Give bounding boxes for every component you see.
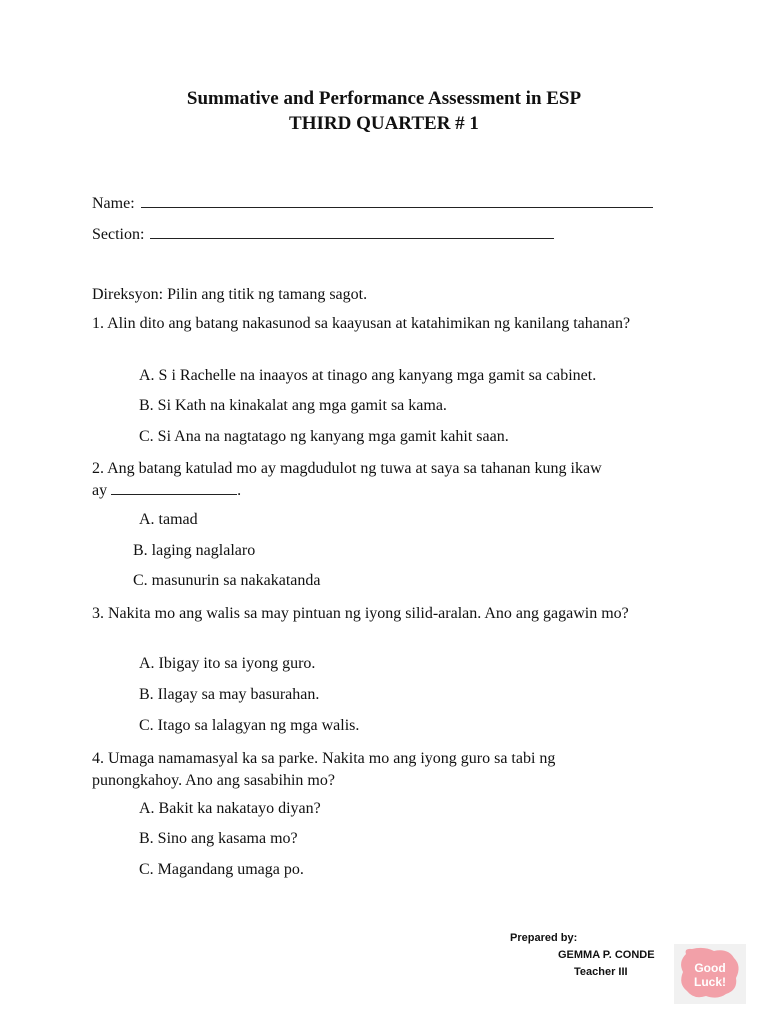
section-field[interactable] <box>92 222 554 244</box>
question-3: 3. Nakita mo ang walis sa may pintuan ng iyong silid-aralan. Ano ang gagawin mo? <box>92 605 629 622</box>
q2-option-a[interactable]: A. tamad <box>139 511 198 528</box>
q3-option-b[interactable]: B. Ilagay sa may basurahan. <box>139 686 320 703</box>
preparer-position: Teacher III <box>574 966 628 978</box>
section-line[interactable] <box>150 222 554 239</box>
name-field[interactable] <box>92 191 653 213</box>
question-1: 1. Alin dito ang batang nakasunod sa kaayusan at katahimikan ng kanilang tahanan? <box>92 315 631 332</box>
question-2-line1: 2. Ang batang katulad mo ay magdudulot ng tuwa at saya sa tahanan kung ikaw <box>92 460 602 477</box>
answer-blank[interactable] <box>111 480 237 495</box>
good-luck-icon <box>674 944 746 1004</box>
q4-option-a[interactable]: A. Bakit ka nakatayo diyan? <box>139 800 321 817</box>
q4-option-c[interactable]: C. Magandang umaga po. <box>139 861 304 878</box>
sticker-text-2: Luck! <box>693 975 727 989</box>
preparer-name: GEMMA P. CONDE <box>558 949 655 961</box>
question-2-prefix: ay <box>92 482 108 499</box>
name-line[interactable] <box>141 191 653 208</box>
good-luck-sticker <box>674 944 746 1004</box>
q2-option-b[interactable]: B. laging naglalaro <box>133 542 256 559</box>
q1-option-a[interactable]: A. S i Rachelle na inaayos at tinago ang kanyang mga gamit sa cabinet. <box>139 367 597 384</box>
prepared-by-label: Prepared by: <box>510 932 578 944</box>
q4-option-b[interactable]: B. Sino ang kasama mo? <box>139 830 298 847</box>
q1-option-c[interactable]: C. Si Ana na nagtatago ng kanyang mga gamit kahit saan. <box>139 428 509 445</box>
page-subtitle: THIRD QUARTER # 1 <box>289 113 479 134</box>
q2-option-c[interactable]: C. masunurin sa nakakatanda <box>133 572 321 589</box>
q3-option-a[interactable]: A. Ibigay ito sa iyong guro. <box>139 655 316 672</box>
question-2-line2 <box>92 480 241 502</box>
sticker-text-1: Good <box>694 961 726 975</box>
directions: Direksyon: Pilin ang titik ng tamang sagot. <box>92 286 368 303</box>
question-4: 4. Umaga namamasyal ka sa parke. Nakita mo ang iyong guro sa tabi ng punongkahoy. Ano ang sasabihin mo? <box>92 750 556 789</box>
name-label: Name: <box>92 195 135 212</box>
page-title: Summative and Performance Assessment in ESP <box>186 88 582 109</box>
section-label: Section: <box>92 226 145 243</box>
question-2-suffix: . <box>237 482 242 499</box>
q1-option-b[interactable]: B. Si Kath na kinakalat ang mga gamit sa kama. <box>139 397 447 414</box>
q3-option-c[interactable]: C. Itago sa lalagyan ng mga walis. <box>139 717 360 734</box>
